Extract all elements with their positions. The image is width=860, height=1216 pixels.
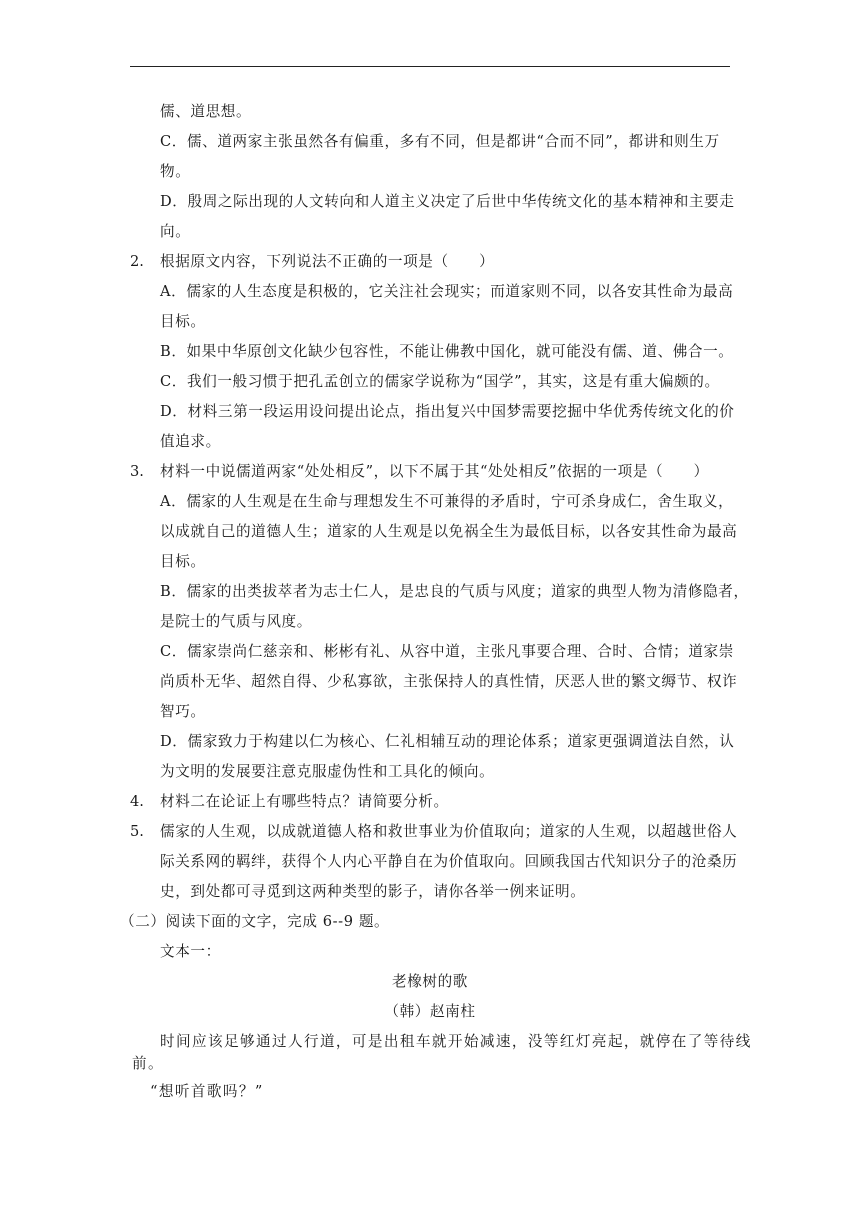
- text-line: 物。: [160, 163, 191, 180]
- story-paragraph: 时间应该足够通过人行道，可是出租车就开始减速，没等红灯亮起，就停在了等待线: [160, 1033, 752, 1050]
- text-line: 目标。: [160, 553, 206, 570]
- text-line: 尚质朴无华、超然自得、少私寡欲，主张保持人的真性情，厌恶人世的繁文缛节、权诈: [160, 673, 738, 690]
- story-dialogue: “想听首歌吗？”: [150, 1083, 264, 1100]
- option-b-line: B．如果中华原创文化缺少包容性，不能让佛教中国化，就可能没有儒、道、佛合一。: [160, 343, 734, 360]
- option-d-line: D．材料三第一段运用设问提出论点，指出复兴中国梦需要挖掘中华优秀传统文化的价: [160, 403, 735, 420]
- option-c-line: C．我们一般习惯于把孔孟创立的儒家学说称为“国学”，其实，这是有重大偏颇的。: [160, 373, 720, 390]
- text-line: 向。: [160, 223, 191, 240]
- text-line: 智巧。: [160, 703, 206, 720]
- text-line: 史，到处都可寻觅到这两种类型的影子，请你各举一例来证明。: [160, 883, 586, 900]
- text-line: 儒、道思想。: [160, 103, 252, 120]
- option-b-line: B．儒家的出类拔萃者为志士仁人，是忠良的气质与风度；道家的典型人物为清修隐者，: [160, 583, 749, 600]
- question-number: 3.: [130, 463, 144, 480]
- text-line: 目标。: [160, 313, 206, 330]
- question-number: 5.: [130, 823, 144, 840]
- text-line: 为文明的发展要注意克服虚伪性和工具化的倾向。: [160, 763, 495, 780]
- option-c-line: C．儒、道两家主张虽然各有偏重，多有不同，但是都讲“合而不同”，都讲和则生万: [160, 133, 720, 150]
- option-d-line: D．殷周之际出现的人文转向和人道主义决定了后世中华传统文化的基本精神和主要走: [160, 193, 735, 210]
- question-4-stem: 材料二在论证上有哪些特点？请简要分析。: [160, 793, 449, 810]
- text-line: 以成就自己的道德人生；道家的人生观是以免祸全生为最低目标，以各安其性命为最高: [160, 523, 738, 540]
- text-line: 值追求。: [160, 433, 221, 450]
- story-paragraph: 前。: [132, 1055, 164, 1072]
- option-c-line: C．儒家崇尚仁慈亲和、彬彬有礼、从容中道，主张凡事要合理、合时、合情；道家崇: [160, 643, 734, 660]
- option-a-line: A．儒家的人生观是在生命与理想发生不可兼得的矛盾时，宁可杀身成仁，舍生取义，: [160, 493, 734, 510]
- header-rule: [130, 66, 730, 67]
- text-line: 际关系网的羁绊，获得个人内心平静自在为价值取向。回顾我国古代知识分子的沧桑历: [160, 853, 738, 870]
- text-line: 是院士的气质与风度。: [160, 613, 312, 630]
- option-d-line: D．儒家致力于构建以仁为核心、仁礼相辅互动的理论体系；道家更强调道法自然，认: [160, 733, 735, 750]
- question-number: 2.: [130, 253, 144, 270]
- story-author: （韩）赵南柱: [384, 1003, 476, 1020]
- story-title: 老橡树的歌: [392, 973, 468, 990]
- question-3-stem: 材料一中说儒道两家“处处相反”，以下不属于其“处处相反”依据的一项是（ ）: [160, 463, 709, 480]
- section-heading: （二）阅读下面的文字，完成 6--9 题。: [120, 913, 390, 930]
- question-2-stem: 根据原文内容，下列说法不正确的一项是（ ）: [160, 253, 495, 270]
- question-5-stem: 儒家的人生观，以成就道德人格和救世事业为价值取向；道家的人生观，以超越世俗人: [160, 823, 738, 840]
- text-label: 文本一：: [160, 943, 221, 960]
- option-a-line: A．儒家的人生态度是积极的，它关注社会现实；而道家则不同，以各安其性命为最高: [160, 283, 734, 300]
- question-number: 4.: [130, 793, 144, 810]
